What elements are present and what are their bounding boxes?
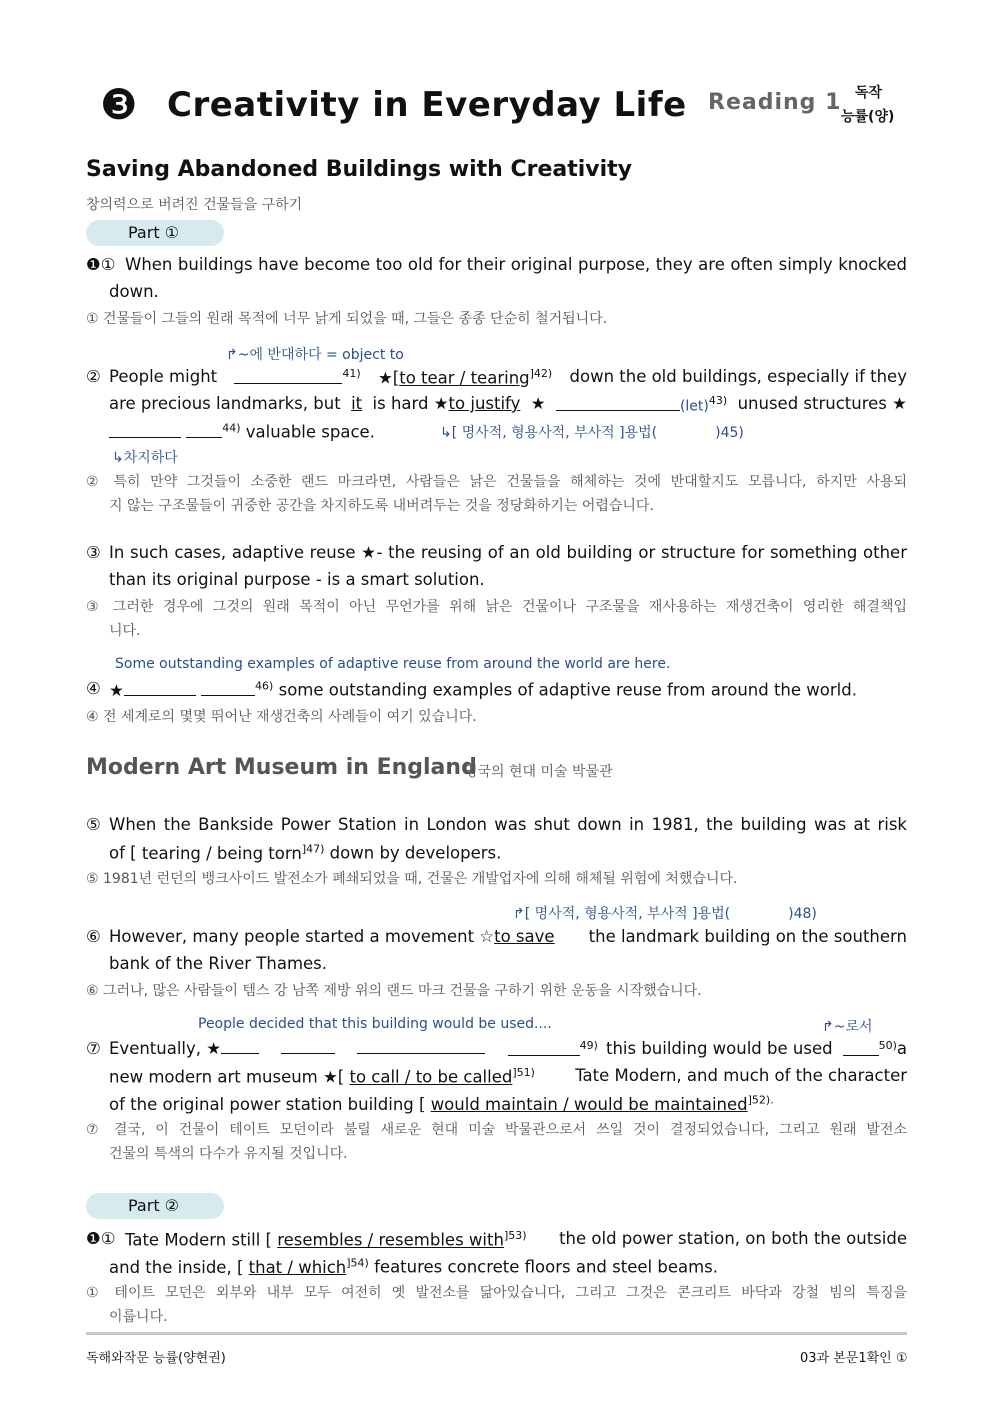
choice-bracket[interactable]: of the original power station building [ would maintain / would be maintained$^{]52).}$ (109, 1093, 774, 1114)
footer-divider (86, 1332, 907, 1335)
text-segment: valuable space. (245, 422, 375, 442)
header-tag-2: 능률(양) (841, 109, 895, 125)
blank-49[interactable]: 49) (221, 1039, 598, 1060)
underlined-word: it (351, 394, 363, 413)
annotation: ↳[ 명사적, 형용사적, 부사적 ]용법( )45) (440, 425, 744, 441)
choice-bracket[interactable]: ★[to tear / tearing$^{]42)}$ (377, 367, 553, 388)
header-tag-1: 독작 (855, 85, 883, 101)
text-segment: Eventually, ★ (109, 1039, 222, 1058)
header-number: ❸ (100, 80, 138, 129)
text-segment: ★ (530, 394, 546, 413)
translation: 니다. (109, 623, 141, 639)
sentence-number: ❶① (86, 255, 116, 274)
sentence-line (109, 679, 857, 700)
translation: ⑦ 결국, 이 건물이 테이트 모던이라 불릴 새로운 현대 미술 박물관으로서 쓰일 것이 결정되었습니다, 그리고 원래 발전소 (86, 1122, 907, 1138)
translation: ② 특히 만약 그것들이 소중한 랜드 마크라면, 사람들은 낡은 건물들을 해체하는 것에 반대할지도 모릅니다, 하지만 사용되 (86, 474, 907, 490)
translation: ④ 전 세계로의 몇몇 뛰어난 재생건축의 사례들이 여기 있습니다. (86, 709, 477, 725)
annotation: ↱~에 반대하다 = object to (226, 347, 404, 363)
blank-44[interactable]: 44) (109, 423, 241, 442)
translation: 건물의 특색의 다수가 유지될 것입니다. (109, 1146, 348, 1162)
part-badge: Part ① (86, 220, 224, 246)
section-title: Saving Abandoned Buildings with Creativity (86, 157, 633, 182)
text-segment: down by developers. (329, 843, 502, 863)
text-segment: the landmark building on the southern (588, 927, 907, 946)
choice-bracket[interactable]: Tate Modern still [ resembles / resembles with$^{]53)}$ (125, 1229, 527, 1250)
text-segment: Tate Modern, and much of the character (575, 1066, 907, 1085)
text-segment: unused structures ★ (737, 394, 907, 413)
translation: ⑥ 그러나, 많은 사람들이 템스 강 남쪽 제방 위의 랜드 마크 건물을 구하기 위한 운동을 시작했습니다. (86, 983, 702, 999)
choice-bracket[interactable]: tearing / being torn$^{]47)}$ (141, 842, 325, 863)
sentence-line (109, 1093, 774, 1114)
text-segment: features concrete floors and steel beams. (374, 1257, 718, 1277)
text-segment: some outstanding examples of adaptive reuse from around the world. (278, 680, 857, 700)
text-segment: this building would be used (605, 1039, 833, 1058)
text-segment: People might (109, 367, 218, 386)
page-title: Creativity in Everyday Life (167, 85, 687, 125)
sentence-number: ❶① (86, 1229, 116, 1248)
text-segment: a (896, 1039, 907, 1058)
sentence-line (109, 394, 907, 415)
text-segment: However, many people started a movement ☆to save (109, 927, 555, 946)
text-segment: are precious landmarks, but (109, 394, 341, 413)
choice-bracket[interactable]: new modern art museum ★[ to call / to be called$^{]51)}$ (109, 1066, 535, 1087)
sentence-line (109, 367, 907, 388)
section-subtitle: 영국의 현대 미술 박물관 (464, 764, 613, 780)
sentence-text: bank of the River Thames. (109, 954, 328, 973)
blank-46[interactable]: ★ $^{46)}$ (109, 679, 274, 700)
annotation: ↳차지하다 (112, 450, 178, 466)
sentence-number: ③ (86, 543, 101, 562)
footer-right: 03과 본문1확인 ① (800, 1351, 908, 1366)
sentence-text: When the Bankside Power Station in London was shut down in 1981, the building was at risk (109, 815, 907, 834)
sentence-text: down. (109, 282, 159, 301)
sentence-line (109, 1256, 718, 1277)
footer-left: 독해와작문 능률(양현권) (86, 1351, 226, 1366)
text-segment: of [ (109, 843, 137, 863)
text-segment: is hard ★to justify (372, 394, 521, 413)
sentence-line (109, 1039, 907, 1060)
annotation: Some outstanding examples of adaptive reuse from around the world are here. (115, 656, 671, 672)
blank-43[interactable]: (let)$^{43)}$ (556, 394, 727, 415)
sentence-text: When buildings have become too old for their original purpose, they are often simply knocked (125, 255, 907, 274)
blank-50[interactable]: 50) (843, 1039, 897, 1060)
translation: ① 건물들이 그들의 원래 목적에 너무 낡게 되었을 때, 그들은 종종 단순히 철거됩니다. (86, 311, 608, 327)
text-segment: down the old buildings, especially if they (569, 367, 907, 386)
sentence-line (109, 421, 375, 442)
sentence-line (125, 1229, 907, 1250)
sentence-number: ⑦ (86, 1039, 101, 1058)
sentence-number: ② (86, 367, 101, 386)
annotation: ↱~로서 (822, 1019, 873, 1035)
reading-label: Reading 1 (708, 90, 842, 115)
sentence-line (109, 1066, 907, 1087)
blank-41[interactable]: 41) (234, 367, 360, 388)
sentence-number: ⑥ (86, 927, 101, 946)
sentence-text: In such cases, adaptive reuse ★- the reusing of an old building or structure for something other (109, 543, 907, 562)
translation: ⑤ 1981년 런던의 뱅크사이드 발전소가 폐쇄되었을 때, 건물은 개발업자에 의해 해체될 위험에 처했습니다. (86, 871, 738, 887)
sentence-text: than its original purpose - is a smart solution. (109, 570, 485, 589)
sentence-number: ④ (86, 679, 101, 698)
sentence-line (109, 927, 907, 946)
translation: 지 않는 구조물들이 귀중한 공간을 차지하도록 내버려두는 것을 정당화하기는 어렵습니다. (109, 498, 654, 514)
sentence-number: ⑤ (86, 815, 101, 834)
translation: ③ 그러한 경우에 그것의 원래 목적이 아닌 무언가를 위해 낡은 건물이나 구조물을 재사용하는 재생건축이 영리한 해결책입 (86, 599, 907, 615)
annotation: ↱[ 명사적, 형용사적, 부사적 ]용법( )48) (513, 906, 817, 922)
section-title: Modern Art Museum in England (86, 755, 477, 780)
part-badge: Part ② (86, 1193, 224, 1219)
annotation: People decided that this building would be used.... (198, 1016, 552, 1032)
translation: 이룹니다. (109, 1309, 168, 1325)
sentence-line (109, 842, 501, 863)
text-segment: the old power station, on both the outside (559, 1229, 907, 1248)
choice-bracket[interactable]: and the inside, [ that / which$^{]54)}$ (109, 1256, 369, 1277)
translation: ① 테이트 모던은 외부와 내부 모두 여전히 옛 발전소를 닮아있습니다, 그리고 그것은 콘크리트 바닥과 강철 빔의 특징을 (86, 1285, 907, 1301)
section-subtitle: 창의력으로 버려진 건물들을 구하기 (86, 197, 303, 213)
